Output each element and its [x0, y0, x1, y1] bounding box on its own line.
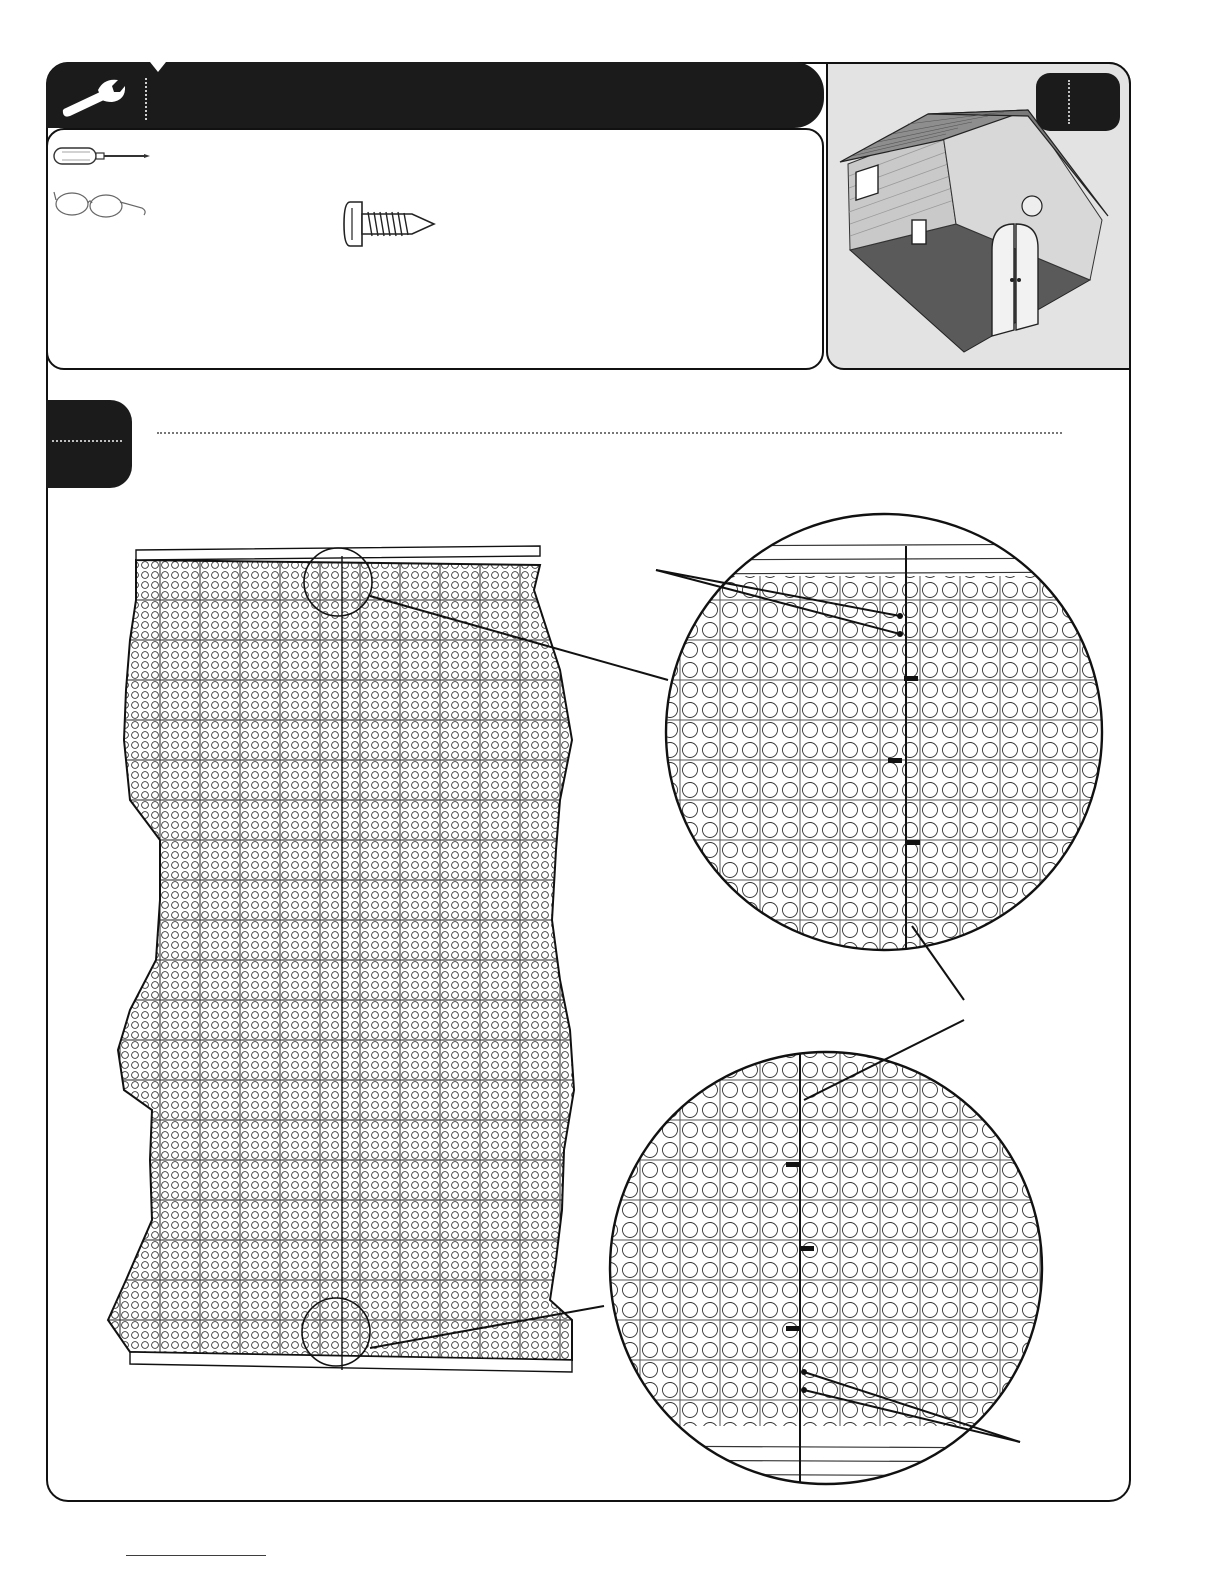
floor-panel	[100, 550, 580, 1370]
top-detail-view	[660, 510, 1110, 960]
footer-link[interactable]	[126, 1555, 266, 1556]
